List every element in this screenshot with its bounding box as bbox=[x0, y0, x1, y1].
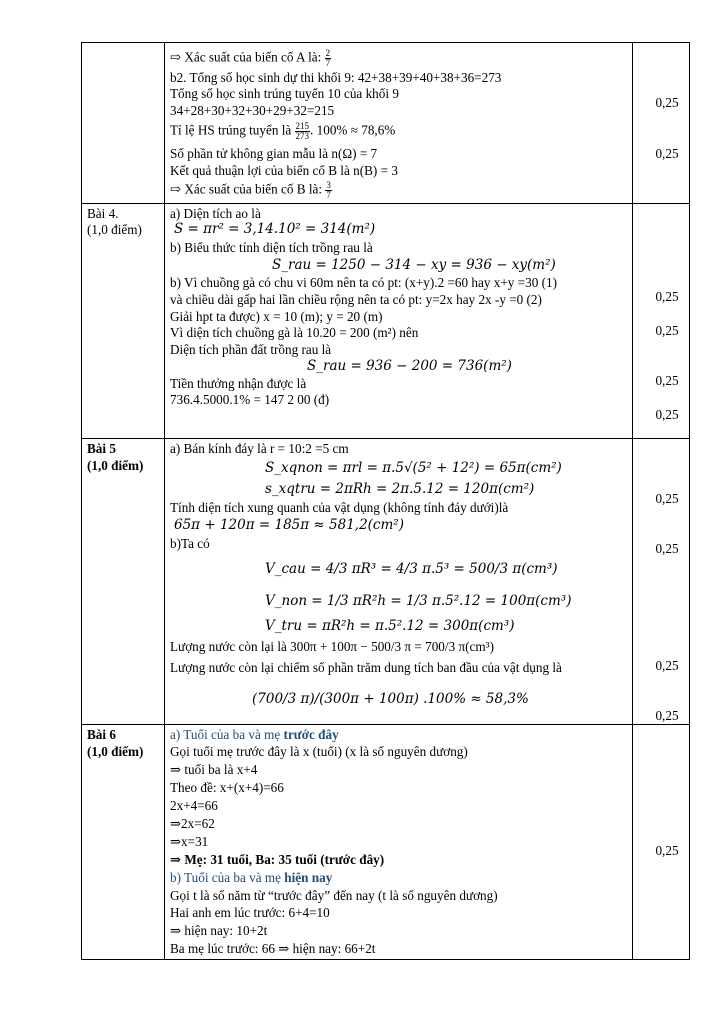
answer-table bbox=[81, 42, 690, 960]
math-line: V_cau = 4/3 πR³ = 4/3 π.5³ = 500/3 π(cm³) bbox=[265, 561, 558, 577]
text-line: Tiền thưởng nhận được là bbox=[170, 376, 307, 391]
text-line: Vì diện tích chuồng gà là 10.20 = 200 (m²) nên bbox=[170, 325, 419, 340]
score: 0,25 bbox=[655, 373, 679, 388]
math-line: 65π + 120π = 185π ≈ 581,2(cm²) bbox=[174, 517, 404, 533]
text-line: Lượng nước còn lại chiếm số phần trăm dung tích ban đầu của vật dụng là bbox=[170, 660, 562, 675]
prob-a-line: ⇨ Xác suất của biến cố A là: $\frac{2}{7}$ bbox=[170, 48, 331, 68]
section-b-heading: b) Tuổi của ba và mẹ hiện nay bbox=[170, 870, 333, 885]
text-line: Gọi t là số năm từ “trước đây” đến nay (t là số nguyên dương) bbox=[170, 888, 498, 903]
ratio-line: Tỉ lệ HS trúng tuyển là $\frac{215}{273}$ . 100% ≈ 78,6% bbox=[170, 121, 396, 141]
math-line: S_rau = 1250 − 314 − xy = 936 − xy(m²) bbox=[272, 257, 556, 273]
score: 0,25 bbox=[655, 491, 679, 506]
math-line: (700/3 π)/(300π + 100π) .100% ≈ 58,3% bbox=[252, 691, 529, 707]
prob-b-line: ⇨ Xác suất của biến cố B là: $\frac{3}{7}$ bbox=[170, 180, 331, 200]
fraction: $\frac{2}{7}$ bbox=[325, 48, 331, 68]
score: 0,25 bbox=[655, 541, 679, 556]
problem-points: (1,0 điểm) bbox=[87, 222, 142, 237]
problem-points: (1,0 điểm) bbox=[87, 744, 144, 759]
math-line: s_xqtru = 2πRh = 2π.5.12 = 120π(cm²) bbox=[265, 481, 535, 497]
row-divider bbox=[82, 724, 689, 725]
math-line: S_xqnon = πrl = π.5√(5² + 12²) = 65π(cm²) bbox=[265, 460, 562, 476]
score: 0,25 bbox=[655, 323, 679, 338]
score: 0,25 bbox=[655, 843, 679, 858]
math-line: S = πr² = 3,14.10² = 314(m²) bbox=[174, 221, 376, 237]
text-line: ⇒ tuổi ba là x+4 bbox=[170, 762, 258, 777]
score: 0,25 bbox=[655, 658, 679, 673]
text-line: 736.4.5000.1% = 147 2 00 (đ) bbox=[170, 392, 330, 407]
fraction: $\frac{215}{273}$ bbox=[295, 121, 310, 141]
text-line: b)Ta có bbox=[170, 536, 210, 551]
math-line: V_non = 1/3 πR²h = 1/3 π.5².12 = 100π(cm³) bbox=[265, 593, 572, 609]
score: 0,25 bbox=[655, 95, 679, 110]
text-line: Lượng nước còn lại là 300π + 100π − 500/3 π = 700/3 π(cm³) bbox=[170, 639, 494, 654]
fraction: $\frac{3}{7}$ bbox=[326, 180, 331, 200]
problem-title: Bài 4. bbox=[87, 206, 119, 221]
text-line: ⇒ Mẹ: 31 tuổi, Ba: 35 tuổi (trước đây) bbox=[170, 852, 385, 867]
text-line: Diện tích phần đất trồng rau là bbox=[170, 342, 332, 357]
section-a-heading: a) Tuổi của ba và mẹ trước đây bbox=[170, 727, 339, 742]
problem-title: Bài 5 bbox=[87, 441, 116, 456]
text-line: Số phần tử không gian mẫu là n(Ω) = 7 bbox=[170, 146, 378, 161]
problem-title: Bài 6 bbox=[87, 727, 116, 742]
text-line: ⇒2x=62 bbox=[170, 816, 215, 831]
text-line: Gọi tuổi mẹ trước đây là x (tuổi) (x là số nguyên dương) bbox=[170, 744, 468, 759]
math-line: S_rau = 936 − 200 = 736(m²) bbox=[307, 358, 512, 374]
text-line: Kết quả thuận lợi của biến cố B là n(B) = 3 bbox=[170, 163, 398, 178]
column-divider bbox=[632, 43, 633, 959]
row-divider bbox=[82, 438, 689, 439]
text-line: a) Diện tích ao là bbox=[170, 206, 261, 221]
score: 0,25 bbox=[655, 289, 679, 304]
text-line: b) Biểu thức tính diện tích trồng rau là bbox=[170, 240, 373, 255]
text-line: b) Vì chuồng gà có chu vi 60m nên ta có pt: (x+y).2 =60 hay x+y =30 (1) bbox=[170, 275, 557, 290]
text-line: và chiều dài gấp hai lần chiều rộng nên ta có pt: y=2x hay 2x -y =0 (2) bbox=[170, 292, 542, 307]
text-line: Giải hpt ta được) x = 10 (m); y = 20 (m) bbox=[170, 309, 383, 324]
text-line: Hai anh em lúc trước: 6+4=10 bbox=[170, 905, 330, 920]
problem-points: (1,0 điểm) bbox=[87, 458, 144, 473]
score: 0,25 bbox=[655, 407, 679, 422]
row-divider bbox=[82, 203, 689, 204]
text-line: Theo đề: x+(x+4)=66 bbox=[170, 780, 284, 795]
text-line: Tính diện tích xung quanh của vật dụng (không tính đáy dưới)là bbox=[170, 500, 509, 515]
column-divider bbox=[164, 43, 165, 959]
text-line: 2x+4=66 bbox=[170, 798, 218, 813]
text-line: 34+28+30+32+30+29+32=215 bbox=[170, 103, 335, 118]
text-line: ⇒ hiện nay: 10+2t bbox=[170, 923, 268, 938]
text-line: a) Bán kính đáy là r = 10:2 =5 cm bbox=[170, 441, 349, 456]
score: 0,25 bbox=[655, 146, 679, 161]
math-line: V_tru = πR²h = π.5².12 = 300π(cm³) bbox=[265, 618, 515, 634]
text-line: b2. Tổng số học sinh dự thi khối 9: 42+38+39+40+38+36=273 bbox=[170, 70, 502, 85]
text-line: Tổng số học sinh trúng tuyển 10 của khối 9 bbox=[170, 86, 399, 101]
text-line: ⇒x=31 bbox=[170, 834, 209, 849]
text-line: Ba mẹ lúc trước: 66 ⇒ hiện nay: 66+2t bbox=[170, 941, 376, 956]
score: 0,25 bbox=[655, 708, 679, 723]
